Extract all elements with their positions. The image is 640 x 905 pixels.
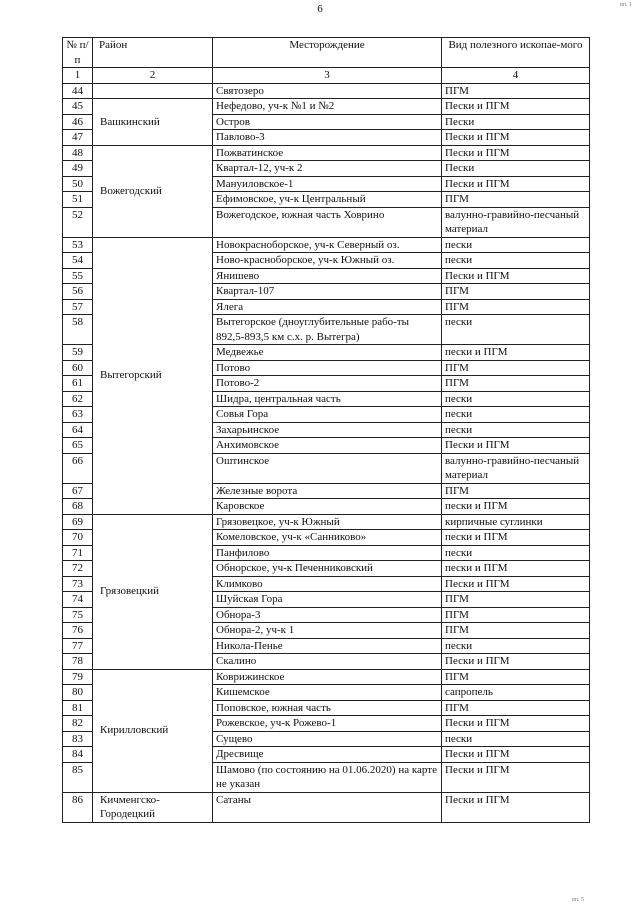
deposit-cell: Коврижинское <box>213 669 442 685</box>
deposit-cell: Каровское <box>213 499 442 515</box>
mineral-cell: пески <box>442 731 590 747</box>
row-number: 82 <box>63 716 93 732</box>
mineral-cell: валунно-гравийно-песчаный материал <box>442 453 590 483</box>
row-number: 77 <box>63 638 93 654</box>
row-number: 64 <box>63 422 93 438</box>
mineral-cell: кирпичные суглинки <box>442 514 590 530</box>
mineral-cell: Пески и ПГМ <box>442 99 590 115</box>
mineral-cell: Пески и ПГМ <box>442 145 590 161</box>
region-cell: Вытегорский <box>93 237 213 514</box>
deposit-cell: Шамово (по состоянию на 01.06.2020) на карте не указан <box>213 762 442 792</box>
deposit-cell: Сущево <box>213 731 442 747</box>
mineral-cell: ПГМ <box>442 623 590 639</box>
deposit-cell: Оштинское <box>213 453 442 483</box>
row-number: 67 <box>63 483 93 499</box>
deposit-cell: Климково <box>213 576 442 592</box>
row-number: 57 <box>63 299 93 315</box>
page-number: 6 <box>317 3 323 15</box>
deposit-cell: Железные ворота <box>213 483 442 499</box>
mineral-cell: пески <box>442 315 590 345</box>
region-cell <box>93 83 213 99</box>
row-number: 59 <box>63 345 93 361</box>
mineral-cell: Пески и ПГМ <box>442 762 590 792</box>
row-number: 86 <box>63 792 93 822</box>
deposit-cell: Вожегодское, южная часть Ховрино <box>213 207 442 237</box>
deposit-cell: Ефимовское, уч-к Центральный <box>213 192 442 208</box>
row-number: 61 <box>63 376 93 392</box>
row-number: 78 <box>63 654 93 670</box>
row-number: 48 <box>63 145 93 161</box>
mineral-cell: Пески и ПГМ <box>442 438 590 454</box>
table-row <box>63 792 590 822</box>
mineral-cell: ПГМ <box>442 284 590 300</box>
mineral-cell: пески <box>442 237 590 253</box>
row-number: 65 <box>63 438 93 454</box>
mineral-cell: сапропель <box>442 685 590 701</box>
region-cell: Вожегодский <box>93 145 213 237</box>
region-cell: Грязовецкий <box>93 514 213 669</box>
deposit-cell: Шидра, центральная часть <box>213 391 442 407</box>
table-row <box>63 237 590 253</box>
table-row <box>63 514 590 530</box>
mineral-cell: пески и ПГМ <box>442 561 590 577</box>
deposit-cell: Квартал-12, уч-к 2 <box>213 161 442 177</box>
mineral-cell: валунно-гравийно-песчаный материал <box>442 207 590 237</box>
mineral-cell: Пески и ПГМ <box>442 130 590 146</box>
row-number: 49 <box>63 161 93 177</box>
column-index-1: 1 <box>63 68 93 84</box>
deposit-cell: Скалино <box>213 654 442 670</box>
mineral-cell: Пески и ПГМ <box>442 268 590 284</box>
mineral-cell: ПГМ <box>442 83 590 99</box>
mineral-cell: пески и ПГМ <box>442 499 590 515</box>
row-number: 52 <box>63 207 93 237</box>
mineral-cell: Пески и ПГМ <box>442 654 590 670</box>
deposit-cell: Захарьинское <box>213 422 442 438</box>
deposit-cell: Шуйская Гора <box>213 592 442 608</box>
mineral-cell: ПГМ <box>442 376 590 392</box>
table-row <box>63 83 590 99</box>
column-index-4: 4 <box>442 68 590 84</box>
deposit-cell: Мануиловское-1 <box>213 176 442 192</box>
row-number: 44 <box>63 83 93 99</box>
deposit-cell: Кишемское <box>213 685 442 701</box>
deposits-table <box>62 37 590 823</box>
deposit-cell: Ялега <box>213 299 442 315</box>
deposit-cell: Вытегорское (дноуглубительные рабо-ты 892,5-893,5 км с.х. р. Вытегра) <box>213 315 442 345</box>
mineral-cell: Пески и ПГМ <box>442 792 590 822</box>
deposit-cell: Потово <box>213 360 442 376</box>
deposit-cell: Панфилово <box>213 545 442 561</box>
row-number: 51 <box>63 192 93 208</box>
row-number: 46 <box>63 114 93 130</box>
row-number: 56 <box>63 284 93 300</box>
mineral-cell: ПГМ <box>442 360 590 376</box>
mineral-cell: Пески и ПГМ <box>442 576 590 592</box>
deposit-cell: Комеловское, уч-к «Санниково» <box>213 530 442 546</box>
deposit-cell: Совья Гора <box>213 407 442 423</box>
table-row <box>63 99 590 115</box>
mineral-cell: пески <box>442 391 590 407</box>
region-cell: Кичменгско-Городецкий <box>93 792 213 822</box>
corner-mark-top: пп. 1 <box>619 2 632 8</box>
row-number: 80 <box>63 685 93 701</box>
mineral-cell: пески <box>442 545 590 561</box>
mineral-cell: ПГМ <box>442 669 590 685</box>
row-number: 69 <box>63 514 93 530</box>
row-number: 62 <box>63 391 93 407</box>
row-number: 76 <box>63 623 93 639</box>
mineral-cell: пески <box>442 422 590 438</box>
deposit-cell: Обнора-3 <box>213 607 442 623</box>
mineral-cell: ПГМ <box>442 607 590 623</box>
row-number: 74 <box>63 592 93 608</box>
region-cell: Вашкинский <box>93 99 213 146</box>
row-number: 72 <box>63 561 93 577</box>
row-number: 81 <box>63 700 93 716</box>
deposit-cell: Павлово-3 <box>213 130 442 146</box>
row-number: 79 <box>63 669 93 685</box>
deposit-cell: Новокрасноборское, уч-к Северный оз. <box>213 237 442 253</box>
column-index-3: 3 <box>213 68 442 84</box>
mineral-cell: пески <box>442 407 590 423</box>
mineral-cell: Пески <box>442 161 590 177</box>
row-number: 85 <box>63 762 93 792</box>
deposit-cell: Медвежье <box>213 345 442 361</box>
region-cell: Кирилловский <box>93 669 213 792</box>
row-number: 50 <box>63 176 93 192</box>
header-mineral: Вид полезного ископае-мого <box>442 38 590 68</box>
deposit-cell: Никола-Пенье <box>213 638 442 654</box>
deposit-cell: Обнора-2, уч-к 1 <box>213 623 442 639</box>
mineral-cell: пески и ПГМ <box>442 530 590 546</box>
mineral-cell: Пески и ПГМ <box>442 176 590 192</box>
row-number: 60 <box>63 360 93 376</box>
row-number: 84 <box>63 747 93 763</box>
deposit-cell: Нефедово, уч-к №1 и №2 <box>213 99 442 115</box>
table-row <box>63 669 590 685</box>
column-index-2: 2 <box>93 68 213 84</box>
row-number: 68 <box>63 499 93 515</box>
mineral-cell: Пески и ПГМ <box>442 716 590 732</box>
deposit-cell: Потово-2 <box>213 376 442 392</box>
deposit-cell: Сатаны <box>213 792 442 822</box>
corner-mark-bottom: пп. 5 <box>571 897 584 903</box>
row-number: 53 <box>63 237 93 253</box>
row-number: 70 <box>63 530 93 546</box>
row-number: 45 <box>63 99 93 115</box>
row-number: 71 <box>63 545 93 561</box>
row-number: 63 <box>63 407 93 423</box>
deposit-cell: Обнорское, уч-к Печенниковский <box>213 561 442 577</box>
column-index-row <box>63 68 590 84</box>
row-number: 75 <box>63 607 93 623</box>
mineral-cell: пески и ПГМ <box>442 345 590 361</box>
header-deposit: Месторождение <box>213 38 442 68</box>
deposit-cell: Остров <box>213 114 442 130</box>
mineral-cell: пески <box>442 253 590 269</box>
deposit-cell: Святозеро <box>213 83 442 99</box>
table-row <box>63 145 590 161</box>
row-number: 83 <box>63 731 93 747</box>
row-number: 47 <box>63 130 93 146</box>
row-number: 58 <box>63 315 93 345</box>
row-number: 66 <box>63 453 93 483</box>
deposit-cell: Дресвище <box>213 747 442 763</box>
header-region: Район <box>93 38 213 68</box>
mineral-cell: ПГМ <box>442 192 590 208</box>
deposit-cell: Пожватинское <box>213 145 442 161</box>
deposit-cell: Квартал-107 <box>213 284 442 300</box>
mineral-cell: ПГМ <box>442 483 590 499</box>
deposit-cell: Янишево <box>213 268 442 284</box>
mineral-cell: пески <box>442 638 590 654</box>
deposit-cell: Анхимовское <box>213 438 442 454</box>
deposit-cell: Грязовецкое, уч-к Южный <box>213 514 442 530</box>
row-number: 73 <box>63 576 93 592</box>
deposit-cell: Поповское, южная часть <box>213 700 442 716</box>
table-header-row <box>63 38 590 68</box>
mineral-cell: ПГМ <box>442 592 590 608</box>
mineral-cell: ПГМ <box>442 700 590 716</box>
row-number: 55 <box>63 268 93 284</box>
mineral-cell: Пески и ПГМ <box>442 747 590 763</box>
table-body <box>63 83 590 822</box>
deposit-cell: Рожевское, уч-к Рожево-1 <box>213 716 442 732</box>
mineral-cell: ПГМ <box>442 299 590 315</box>
row-number: 54 <box>63 253 93 269</box>
mineral-cell: Пески <box>442 114 590 130</box>
header-num: № п/п <box>63 38 93 68</box>
deposit-cell: Ново-красноборское, уч-к Южный оз. <box>213 253 442 269</box>
